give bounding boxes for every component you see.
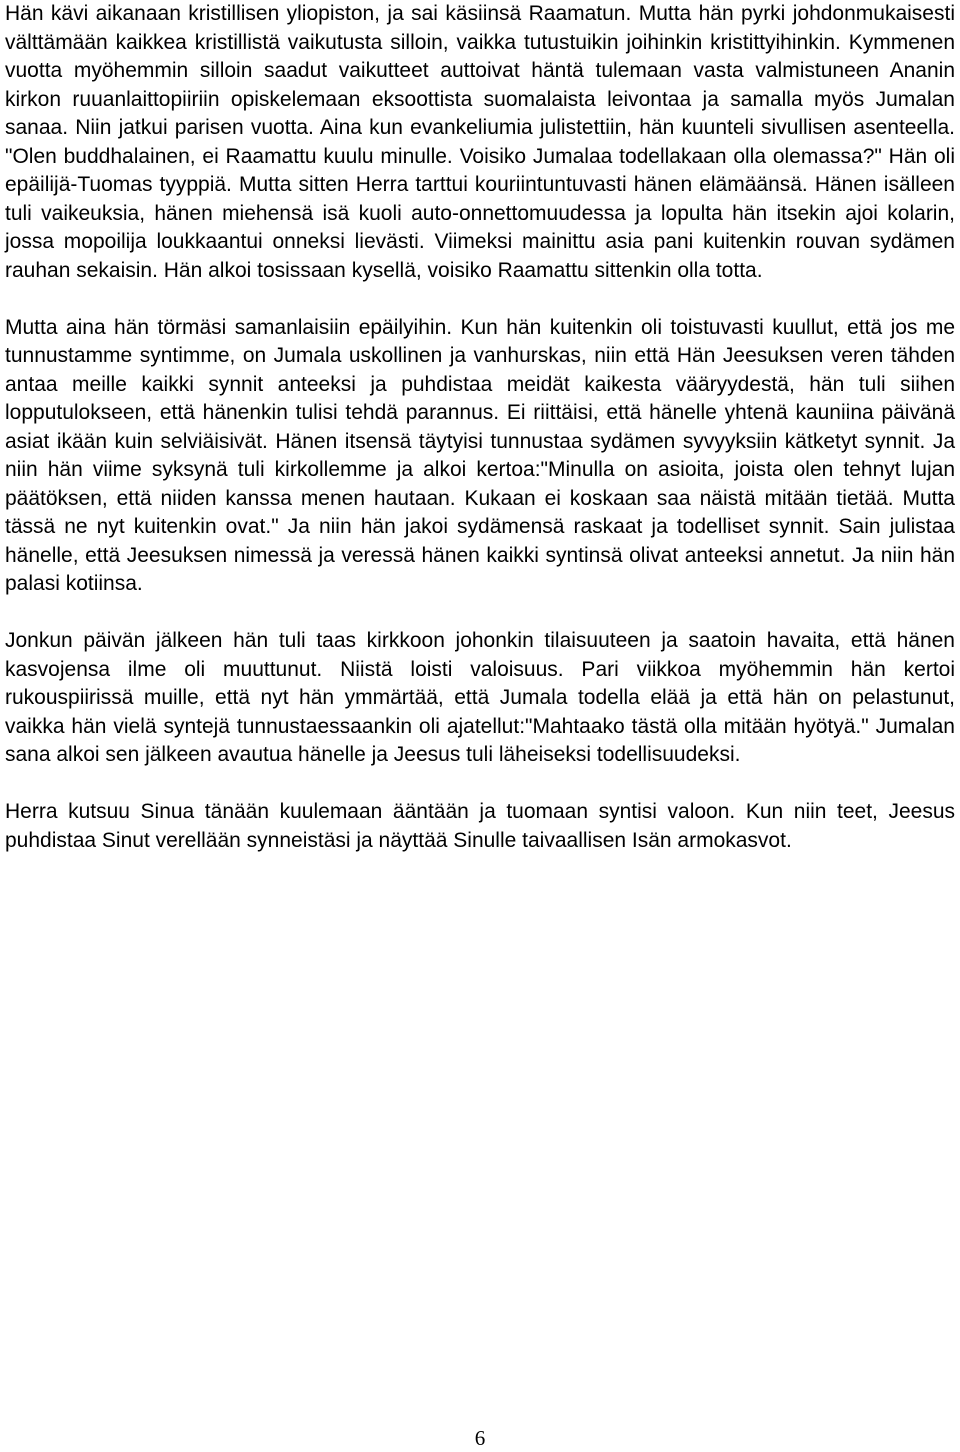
paragraph: Hän kävi aikanaan kristillisen yliopiston, ja sai käsiinsä Raamatun. Mutta hän pyrki johdonmukaisesti välttämään kaikkea kristillistä vaikutusta silloin, vaikka tutustuikin joihinkin kristittyihinkin. Kymmenen vuotta myöhemmin silloin saadut vaikutteet auttoivat häntä tulemaan vasta valmistuneen Ananin kirkon ruuanlaittopiiriin opiskelemaan eksoottista suomalaista leivontaa ja samalla myös Jumalan sanaa. Niin jatkui parisen vuotta. Aina kun evankeliumia julistettiin, hän kuunteli sivullisen asenteella. "Olen buddhalainen, ei Raamattu kuulu minulle. Voisiko Jumalaa todellakaan olla olemassa?" Hän oli epäilijä-Tuomas tyyppiä. Mutta sitten Herra tarttui kouriintuntuvasti hänen elämäänsä. Hänen isälleen tuli vaikeuksia, hänen miehensä isä kuoli auto-onnettomuudessa ja lopulta hän itsekin ajoi kolarin, jossa mopoilija loukkaantui onneksi lievästi. Viimeksi mainittu asia pani kuitenkin rouvan sydämen rauhan sekaisin. Hän alkoi tosissaan kysellä, voisiko Raamattu sittenkin olla totta. [5, 2, 955, 282]
paragraph: Jonkun päivän jälkeen hän tuli taas kirkkoon johonkin tilaisuuteen ja saatoin havaita, että hänen kasvojensa ilme oli muuttunut. Niistä loisti valoisuus. Pari viikkoa myöhemmin hän kertoi rukouspiirissä muille, että nyt hän ymmärtää, että Jumala todella elää ja että hän on pelastunut, vaikka hän vielä syntejä tunnustaessaankin oli ajatellut:"Mahtaako tästä olla mitään hyötyä." Jumalan sana alkoi sen jälkeen avautua hänelle ja Jeesus tuli läheiseksi todellisuudeksi. [5, 629, 955, 766]
page-number: 6 [474, 1426, 486, 1450]
paragraph: Herra kutsuu Sinua tänään kuulemaan ääntään ja tuomaan syntisi valoon. Kun niin teet, Jeesus puhdistaa Sinut verellään synneistäsi ja näyttää Sinulle taivaallisen Isän armokasvot. [5, 800, 955, 852]
document-body [5, 0, 955, 855]
paragraph: Mutta aina hän törmäsi samanlaisiin epäilyihin. Kun hän kuitenkin oli toistuvasti kuullut, että jos me tunnustamme syntimme, on Jumala uskollinen ja vanhurskas, niin että Hän Jeesuksen veren tähden antaa meille kaikki synnit anteeksi ja puhdistaa meidät kaikesta vääryydestä, hän tuli siihen lopputulokseen, että hänenkin tulisi tehdä parannus. Ei riittäisi, että hänelle yhtenä kauniina päivänä asiat ikään kuin selviäisivät. Hänen itsensä täytyisi tunnustaa sydämen syvyyksiin kätketyt synnit. Ja niin hän viime syksynä tuli kirkollemme ja alkoi kertoa:"Minulla on asioita, joista olen tehnyt lujan päätöksen, että niiden kanssa menen hautaan. Kukaan ei koskaan saa näistä mitään tietää. Mutta tässä ne nyt kuitenkin ovat." Ja niin hän jakoi sydämensä raskaat ja todelliset synnit. Sain julistaa hänelle, että Jeesuksen nimessä ja veressä hänen kaikki syntinsä olivat anteeksi annetut. Ja niin hän palasi kotiinsa. [5, 315, 955, 595]
